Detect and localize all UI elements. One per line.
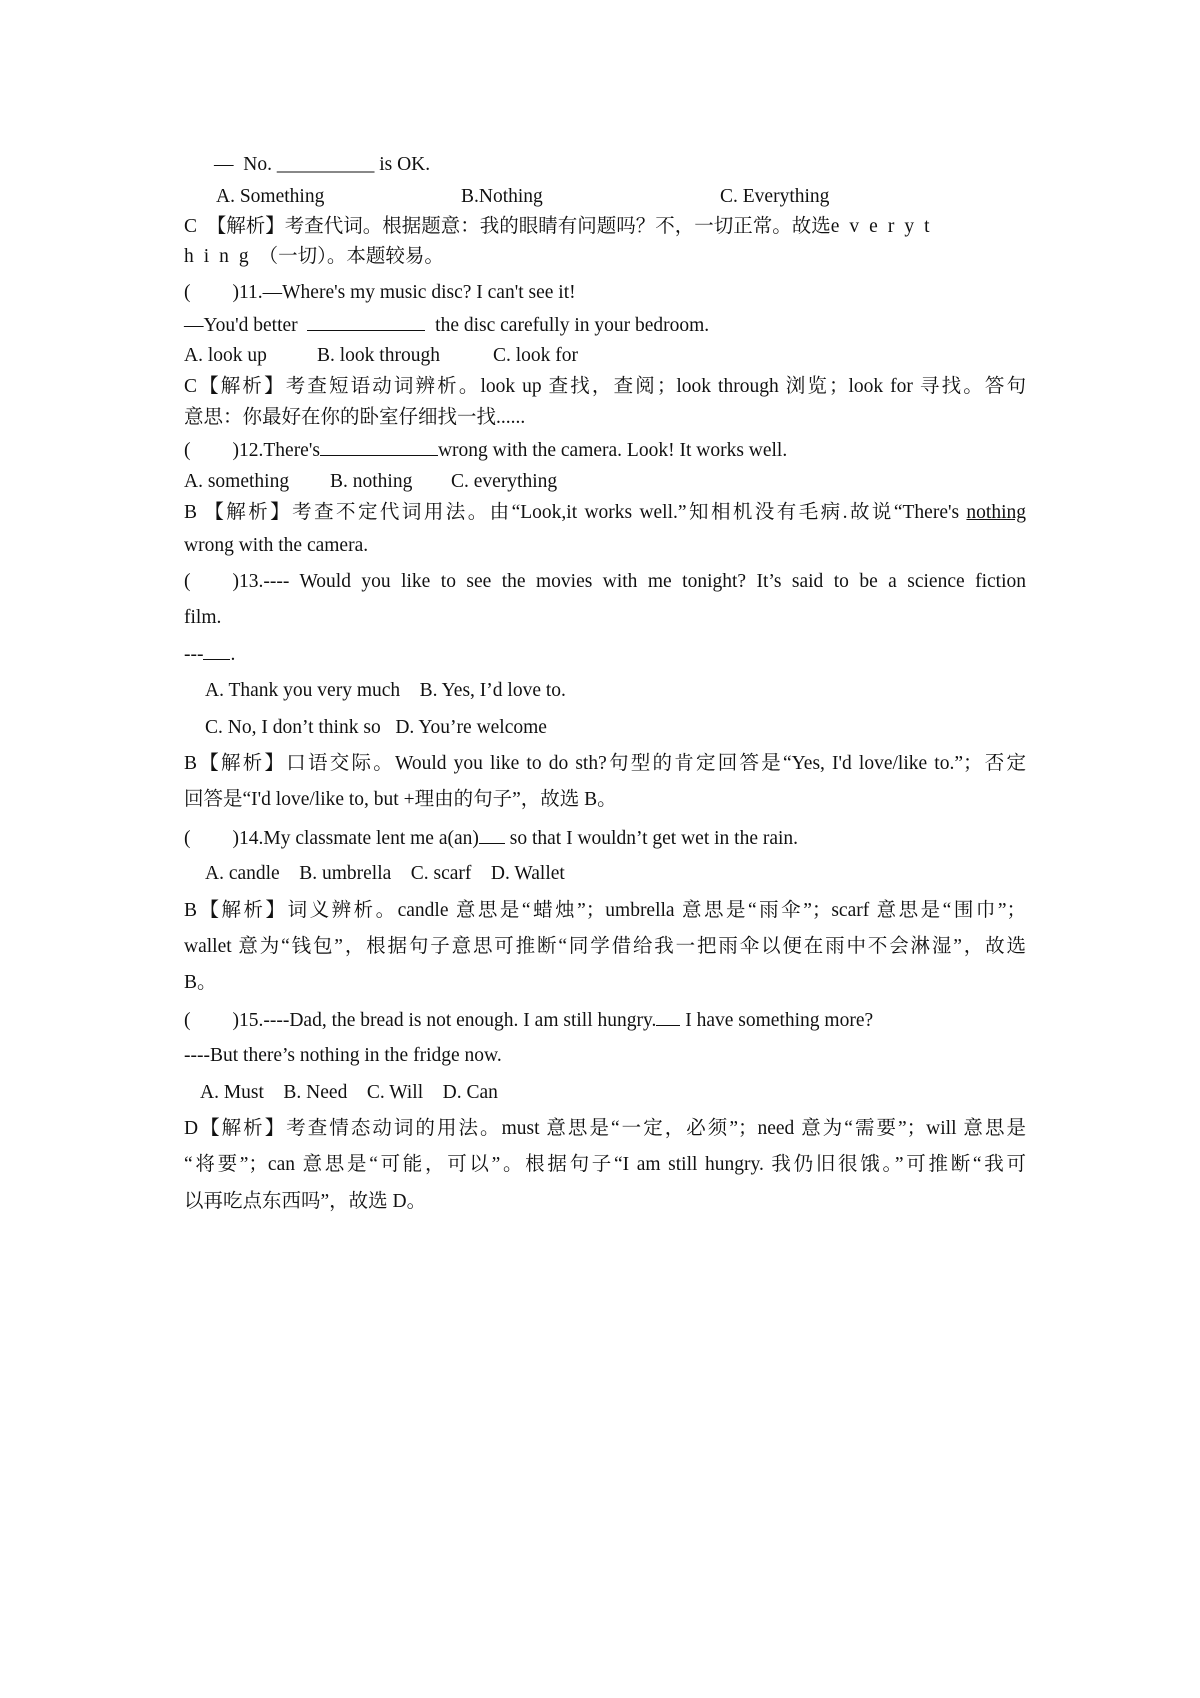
q10-analysis-text-2: （一切）。本题较易。 <box>258 246 444 267</box>
q11-stem <box>184 280 576 306</box>
q15-analysis-line-1: D【解析】考查情态动词的用法。must 意思是“一定，必须”；need 意为“需要”；will 意思是 <box>184 1118 1026 1139</box>
q10-option-b: B.Nothing <box>461 186 543 207</box>
q12-stem-post: wrong with the camera. Look! It works well. <box>437 440 788 461</box>
q13-options-ab: A. Thank you very much B. Yes, I’d love to. <box>205 680 566 701</box>
q11-blank <box>307 312 425 331</box>
q12-option-c: C. everything <box>451 471 558 492</box>
q10-reply: — No. __________ is OK. <box>214 154 431 175</box>
q13-analysis-line-2: 回答是“I'd love/like to, but +理由的句子”，故选 B。 <box>184 789 617 810</box>
q10-analysis-line-2 <box>184 244 444 270</box>
q14-analysis-line-3: B。 <box>184 972 217 993</box>
q14-stem <box>184 825 798 852</box>
q12-analysis-underlined: nothing <box>966 502 1026 523</box>
q12-stem-pre: 12.There's <box>239 440 320 461</box>
q12-analysis-text: B 【解析】考查不定代词用法。由“Look,it works well.”知相机没有毛病.故说“There's <box>184 502 960 523</box>
q11-reply-post: the disc carefully in your bedroom. <box>435 315 710 336</box>
q11-reply <box>184 312 709 339</box>
q13-reply-pre: --- <box>184 644 204 665</box>
q11-option-a: A. look up <box>184 345 267 366</box>
q14-options: A. candle B. umbrella C. scarf D. Wallet <box>205 863 565 884</box>
q13-options-cd: C. No, I don’t think so D. You’re welcome <box>205 717 547 738</box>
q12-blank <box>320 437 438 456</box>
q15-stem-pre: 15.----Dad, the bread is not enough. I am still hungry. <box>239 1010 657 1031</box>
q10-option-a: A. Something <box>216 186 325 207</box>
q12-option-b: B. nothing <box>330 471 413 492</box>
q15-blank <box>656 1007 680 1026</box>
q11-option-c: C. look for <box>493 345 579 366</box>
q13-reply <box>184 641 235 668</box>
q14-paren-open: ( <box>184 828 191 849</box>
q10-option-c: C. Everything <box>720 186 830 207</box>
q11-paren-open: ( <box>184 282 191 303</box>
q15-stem-post: I have something more? <box>680 1010 874 1031</box>
q10-analysis-word-part: everyt <box>830 216 940 237</box>
q12-analysis-line-1 <box>184 500 1026 526</box>
q15-reply: ----But there’s nothing in the fridge now. <box>184 1045 502 1066</box>
q12-option-a: A. something <box>184 471 290 492</box>
q13-blank <box>203 641 230 660</box>
q11-analysis-line-2: 意思：你最好在你的卧室仔细找一找...... <box>184 407 526 428</box>
q15-options: A. Must B. Need C. Will D. Can <box>200 1082 498 1103</box>
q12-paren-close: ) <box>232 440 239 461</box>
q13-stem-line-1 <box>184 569 1026 595</box>
q14-analysis-line-1: B【解析】词义辨析。candle 意思是“蜡烛”；umbrella 意思是“雨伞”；scarf 意思是“围巾”； <box>184 900 1026 921</box>
q13-paren-open: ( <box>184 571 191 592</box>
q14-blank <box>479 825 505 844</box>
q13-reply-post: . <box>230 644 236 665</box>
q11-analysis-line-1: C【解析】考查短语动词辨析。look up 查找，查阅；look through 浏览；look for 寻找。答句 <box>184 376 1026 397</box>
q14-stem-post: so that I wouldn’t get wet in the rain. <box>504 828 799 849</box>
q14-stem-pre: 14.My classmate lent me a(an) <box>239 828 479 849</box>
q11-option-b: B. look through <box>317 345 440 366</box>
q13-paren-close: ) <box>232 571 239 592</box>
q15-stem <box>184 1007 873 1034</box>
q13-stem-line-2: film. <box>184 607 222 628</box>
q11-stem-text: 11.—Where's my music disc? I can't see it! <box>239 282 576 303</box>
q14-paren-close: ) <box>232 828 239 849</box>
q14-analysis-line-2: wallet 意为“钱包”，根据句子意思可推断“同学借给我一把雨伞以便在雨中不会淋湿”，故选 <box>184 936 1026 957</box>
q12-analysis-line-2: wrong with the camera. <box>184 535 369 556</box>
q15-paren-close: ) <box>232 1010 239 1031</box>
q15-analysis-line-3: 以再吃点东西吗”，故选 D。 <box>184 1191 427 1212</box>
q15-analysis-line-2: “将要”；can 意思是“可能，可以”。根据句子“I am still hungry. 我仍旧很饿。”可推断“我可 <box>184 1154 1026 1175</box>
q10-analysis-word-rest: hing <box>184 246 259 267</box>
q15-paren-open: ( <box>184 1010 191 1031</box>
q10-analysis-text: C 【解析】考查代词。根据题意：我的眼睛有问题吗？不，一切正常。故选 <box>184 216 831 237</box>
q12-stem <box>184 437 787 464</box>
q11-paren-close: ) <box>232 282 239 303</box>
q10-analysis-line-1 <box>184 214 940 240</box>
q13-stem-text: 13.---- Would you like to see the movies with me tonight? It’s said to be a science fiction <box>239 571 1026 592</box>
q12-paren-open: ( <box>184 440 191 461</box>
q13-analysis-line-1: B【解析】口语交际。Would you like to do sth?句型的肯定回答是“Yes, I'd love/like to.”；否定 <box>184 753 1026 774</box>
q11-reply-pre: —You'd better <box>184 315 298 336</box>
